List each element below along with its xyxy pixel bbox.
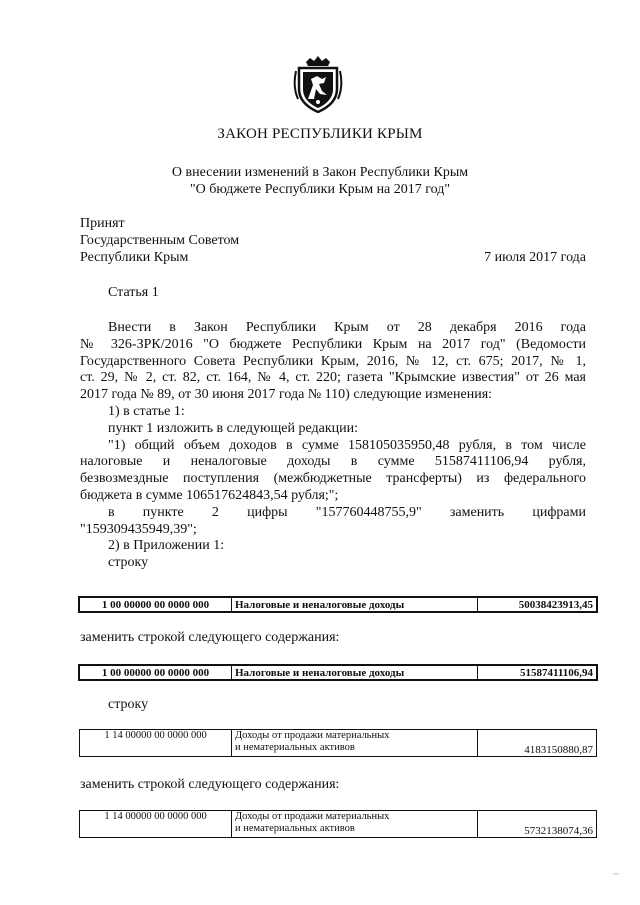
table-cell-name-line: и нематериальных активов	[235, 742, 355, 753]
table-cell-amount: 50038423913,45	[478, 598, 597, 612]
budget-row-table-new-1	[79, 665, 597, 680]
intro-line: ст. 29, № 2, ст. 82, ст. 164, № 4, ст. 220; газета "Крымские известия" от 26 мая	[80, 370, 586, 386]
table-cell-name-line: Доходы от продажи материальных	[235, 730, 390, 741]
table-cell-code: 1 00 00000 00 0000 000	[80, 666, 232, 680]
row-word: строку	[108, 555, 149, 571]
intro-line: Государственного Совета Республики Крым, 2016, № 12, ст. 675; 2017, № 1,	[80, 353, 586, 369]
adopted-by-line-2: Республики Крым	[80, 250, 189, 265]
table-row	[80, 598, 597, 612]
crimea-coat-of-arms-icon	[293, 55, 343, 113]
row-word: строку	[108, 697, 149, 712]
scan-mark	[613, 873, 619, 875]
table-cell-name	[232, 811, 478, 838]
quote-line: "1) общий объем доходов в сумме 158105035950,48 рубля, в том числе	[108, 437, 586, 453]
replace-instruction: заменить строкой следующего содержания:	[80, 630, 340, 645]
point-2-line: в пункте 2 цифры "157760448755,9" заменить цифрами	[108, 504, 586, 520]
table-cell-name-line: и нематериальных активов	[235, 823, 355, 834]
table-cell-name: Налоговые и неналоговые доходы	[232, 666, 478, 680]
article-body	[80, 320, 586, 572]
law-subtitle-line-2: "О бюджете Республики Крым на 2017 год"	[189, 182, 451, 197]
quote-line: безвозмездные поступления (межбюджетные трансферты) из федерального	[80, 471, 586, 487]
item-2: 2) в Приложении 1:	[108, 538, 225, 554]
table-row	[80, 730, 597, 757]
table-cell-name	[232, 730, 478, 757]
item-1: 1) в статье 1:	[108, 403, 185, 419]
adopted-by-line-1: Государственным Советом	[80, 233, 240, 248]
item-1-point: пункт 1 изложить в следующей редакции:	[108, 420, 358, 436]
table-cell-code: 1 14 00000 00 0000 000	[80, 811, 232, 838]
intro-line: 2017 года № 89, от 30 июня 2017 года № 110) следующие изменения:	[80, 387, 493, 403]
budget-row-table-old-1	[79, 597, 597, 612]
replace-instruction: заменить строкой следующего содержания:	[80, 777, 340, 792]
budget-row-table-old-2	[79, 729, 597, 757]
table-cell-code: 1 00 00000 00 0000 000	[80, 598, 232, 612]
table-cell-amount: 5732138074,36	[478, 811, 597, 838]
intro-line: Внести в Закон Республики Крым от 28 декабря 2016 года	[108, 320, 586, 335]
point-2-line: "159309435949,39";	[80, 521, 197, 537]
article-heading: Статья 1	[108, 285, 159, 300]
table-cell-name-line: Доходы от продажи материальных	[235, 811, 390, 822]
table-cell-amount: 51587411106,94	[478, 666, 597, 680]
intro-line: № 326-ЗРК/2016 "О бюджете Республики Крым на 2017 год" (Ведомости	[80, 336, 586, 352]
budget-row-table-new-2	[79, 810, 597, 838]
adopted-label: Принят	[80, 216, 125, 231]
law-subtitle-line-1: О внесении изменений в Закон Республики Крым	[171, 165, 469, 180]
quote-line: налоговые и неналоговые доходы в сумме 51587411106,94 рубля,	[80, 454, 586, 470]
table-cell-name: Налоговые и неналоговые доходы	[232, 598, 478, 612]
adoption-date: 7 июля 2017 года	[484, 250, 586, 265]
table-cell-amount: 4183150880,87	[478, 730, 597, 757]
table-cell-code: 1 14 00000 00 0000 000	[80, 730, 232, 757]
quote-line: бюджета в сумме 106517624843,54 рубля;";	[80, 487, 339, 503]
table-row	[80, 811, 597, 838]
law-title: ЗАКОН РЕСПУБЛИКИ КРЫМ	[217, 126, 423, 142]
table-row	[80, 666, 597, 680]
